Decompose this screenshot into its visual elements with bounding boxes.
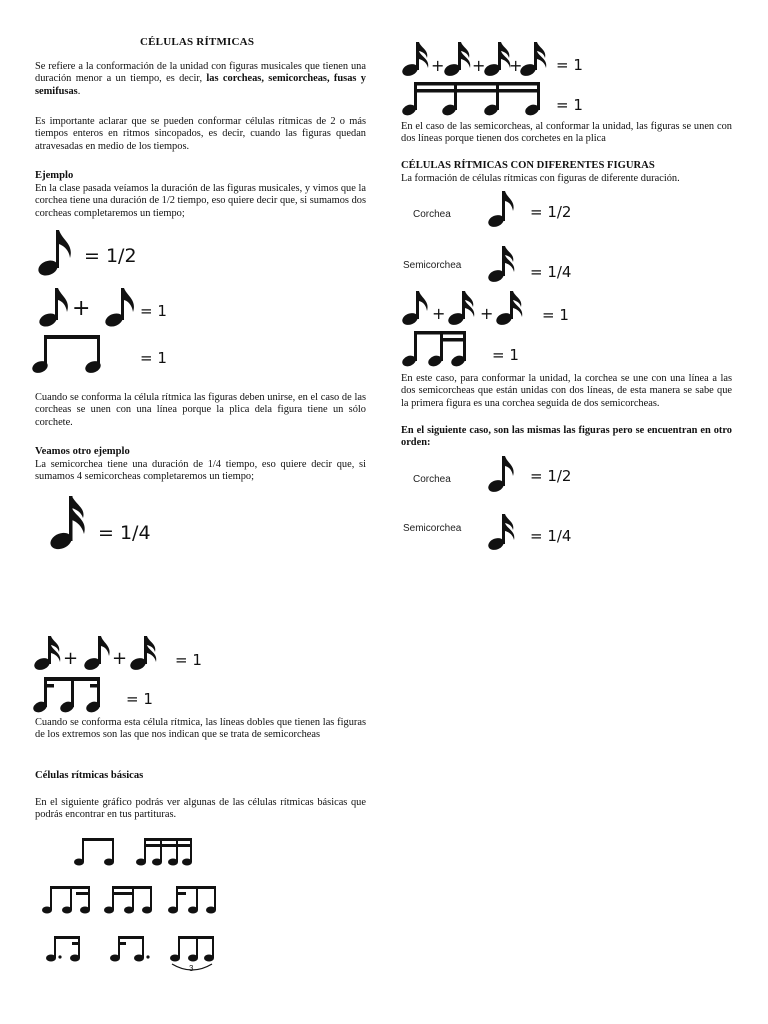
label-corchea: Corchea [413, 209, 451, 220]
double-beam-explanation: Cuando se conforma esta célula rítmica, las líneas dobles que tienen las figuras de los extremos son las que nos indican que se trata de semicorcheas [35, 717, 366, 741]
svg-text:+: + [432, 304, 446, 323]
svg-text:+: + [509, 56, 523, 75]
example-paragraph: En la clase pasada veíamos la duración de las figuras musicales, y vimos que la corchea tiene una duración de 1/2 tiempo, eso quiere decir que, si sumamos dos corcheas completaremos un tiempo; [35, 183, 366, 219]
mixed-sum-icon [402, 289, 532, 327]
next-case-heading: En el siguiente caso, son las mismas las figuras pero se encuentran en otro orden: [401, 425, 732, 449]
example-heading: Ejemplo [35, 170, 74, 181]
label-semicorchea: Semicorchea [403, 523, 462, 534]
different-figures-paragraph: La formación de células rítmicas con figuras de diferente duración. [401, 173, 680, 184]
beamed-mixed-icon [402, 329, 468, 369]
svg-text:+: + [472, 56, 486, 75]
beamed-eighths-icon [36, 333, 106, 375]
svg-text:+: + [480, 304, 494, 323]
sixteenth-note-icon [48, 494, 94, 552]
eighth-note-icon [84, 634, 114, 672]
eq-one: = 1 [556, 56, 583, 74]
beam-explanation: Cuando se conforma la célula rítmica las figuras deben unirse, en el caso de las corcheas se unen con una línea porque la plica dela figura tiene un sólo corchete. [35, 392, 366, 428]
semicorchea-explanation: En el caso de las semicorcheas, al conformar la unidad, las figuras se unen con dos líneas porque tienen dos corchetes en la plica [401, 121, 732, 145]
svg-text:+: + [431, 56, 445, 75]
different-figures-heading: CÉLULAS RÍTMICAS CON DIFERENTES FIGURAS [401, 160, 655, 171]
eq-one: = 1 [126, 690, 153, 708]
sixteenth-note-icon [488, 244, 518, 284]
other-example-heading: Veamos otro ejemplo [35, 446, 130, 457]
eq-half: = 1/2 [84, 245, 137, 267]
beamed-sixteenths-icon [402, 80, 542, 120]
eq-quarter: = 1/4 [530, 527, 572, 545]
plus-sign: + [112, 648, 128, 669]
eq-one: = 1 [140, 349, 167, 367]
basic-cells-heading: Células rítmicas básicas [35, 770, 144, 781]
eq-one: = 1 [140, 302, 167, 320]
other-example-paragraph: La semicorchea tiene una duración de 1/4 tiempo, eso quiere decir que, si sumamos 4 semicorcheas completaremos un tiempo; [35, 459, 366, 483]
plus-sign: + [72, 296, 91, 321]
label-semicorchea: Semicorchea [403, 260, 462, 271]
sixteenth-sum-icon [402, 40, 552, 80]
eighth-note-icon [488, 454, 518, 494]
basic-rhythm-cells-icon [40, 836, 230, 976]
eq-quarter: = 1/4 [98, 522, 151, 544]
eighth-note-icon [36, 228, 76, 278]
eq-one: = 1 [556, 96, 583, 114]
sixteenth-note-icon [488, 512, 518, 552]
beamed-mixed-icon [36, 675, 102, 715]
sixteenth-note-icon [34, 634, 64, 672]
eq-one: = 1 [175, 651, 202, 669]
eighth-note-icon [488, 189, 518, 229]
case-explanation: En este caso, para conformar la unidad, la corchea se une con una línea a las dos semicorcheas que están unidas con dos líneas, de esta manera se sabe que la primera figura es una corchea seguida de dos semicorcheas. [401, 373, 732, 409]
eq-quarter: = 1/4 [530, 263, 572, 281]
eq-half: = 1/2 [530, 467, 572, 485]
sixteenth-note-icon [130, 634, 160, 672]
syncopation-paragraph: Es importante aclarar que se pueden conformar células rítmicas de 2 o más tiempos enteros en ritmos sincopados, es decir, cuando las figuras quedan atravesadas en medio de los tiempos. [35, 116, 366, 152]
intro-paragraph: Se refiere a la conformación de la unidad con figuras musicales que tienen una duración menor a un tiempo, es decir, las corcheas, semicorcheas, fusas y semifusas. [35, 61, 366, 97]
eq-one: = 1 [542, 306, 569, 324]
triplet-number: 3 [189, 964, 194, 973]
eq-half: = 1/2 [530, 203, 572, 221]
page-title: CÉLULAS RÍTMICAS [140, 36, 255, 48]
eq-one: = 1 [492, 346, 519, 364]
eighth-note-icon [104, 286, 144, 330]
basic-cells-paragraph: En el siguiente gráfico podrás ver algunas de las células rítmicas básicas que podrás encontrar en tus partituras. [35, 797, 366, 821]
plus-sign: + [63, 648, 79, 669]
label-corchea: Corchea [413, 474, 451, 485]
